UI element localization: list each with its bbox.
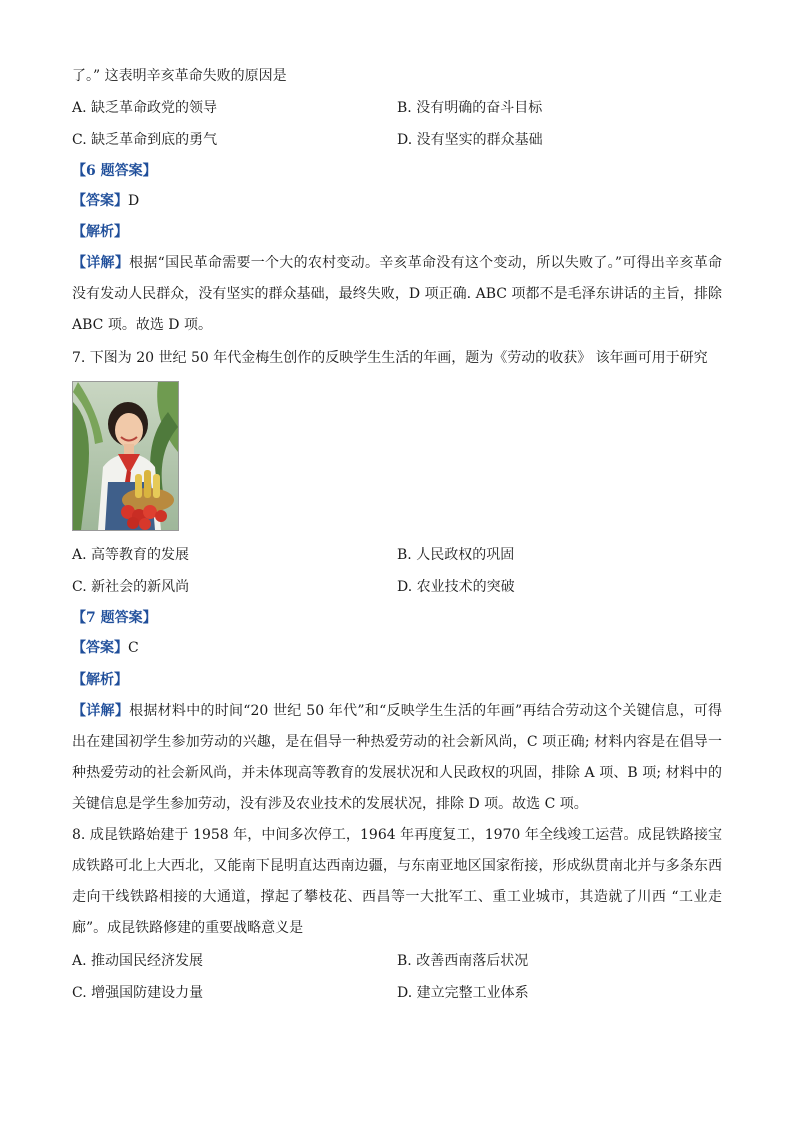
q6-answer-value: D [128, 193, 140, 209]
q8-option-d: D. 建立完整工业体系 [397, 985, 529, 1001]
answer-tag: 【答案】 [72, 193, 128, 209]
detail-tag: 【详解】 [72, 255, 130, 271]
detail-tag: 【详解】 [72, 703, 130, 719]
q6-analysis-tag: 【解析】 [72, 224, 128, 240]
q6-answer-line [72, 191, 139, 211]
q6-option-c: C. 缺乏革命到底的勇气 [72, 132, 218, 148]
q6-option-a: A. 缺乏革命政党的领导 [72, 100, 218, 116]
q6-detail-paragraph [72, 248, 722, 341]
q7-answer-heading: 【7 题答案】 [72, 610, 157, 626]
answer-tag: 【答案】 [72, 640, 128, 656]
q7-option-b: B. 人民政权的巩固 [397, 547, 515, 563]
q8-option-b: B. 改善西南落后状况 [397, 953, 529, 969]
q6-option-b: B. 没有明确的奋斗目标 [397, 100, 543, 116]
painting-harvest-of-labor [72, 381, 179, 531]
q7-detail-text: 根据材料中的时间“20 世纪 50 年代”和“反映学生生活的年画”再结合劳动这个关键信息，可得出在建国初学生参加劳动的兴趣，是在倡导一种热爱劳动的社会新风尚，C 项正确; 材料内容是在倡导一种热爱劳动的社会新风尚，并未体现高等教育的发展状况和人民政权的巩固，排除 A 项、B 项; 材料中的关键信息是学生参加劳动，没有涉及农业技术的发展状况，排除 D 项。故选 C 项。 [72, 703, 723, 812]
q8-option-c: C. 增强国防建设力量 [72, 985, 204, 1001]
q8-stem: 8. 成昆铁路始建于 1958 年，中间多次停工，1964 年再度复工，1970 年全线竣工运营。成昆铁路接宝成铁路可北上大西北，又能南下昆明直达西南边疆，与东南亚地区国家衔接，形成纵贯南北并与多条东西走向干线铁路相接的大通道，撑起了攀枝花、西昌等一大批军工、重工业城市，其造就了川西 “工业走廊”。成昆铁路修建的重要战略意义是 [72, 827, 722, 936]
q7-option-d: D. 农业技术的突破 [397, 579, 515, 595]
q6-answer-heading: 【6 题答案】 [72, 163, 157, 179]
q7-option-c: C. 新社会的新风尚 [72, 579, 190, 595]
q6-detail-text: 根据“国民革命需要一个大的农村变动。辛亥革命没有这个变动，所以失败了。”可得出辛亥革命没有发动人民群众，没有坚实的群众基础，最终失败，D 项正确. ABC 项都不是毛泽东讲话的主旨，排除 ABC 项。故选 D 项。 [72, 255, 723, 333]
q7-analysis-tag: 【解析】 [72, 672, 128, 688]
q6-option-d: D. 没有坚实的群众基础 [397, 132, 543, 148]
q8-option-a: A. 推动国民经济发展 [72, 953, 204, 969]
q7-stem: 7. 下图为 20 世纪 50 年代金梅生创作的反映学生生活的年画，题为《劳动的收获》 该年画可用于研究 [72, 350, 708, 366]
q7-detail-paragraph [72, 696, 722, 820]
q7-option-a: A. 高等教育的发展 [72, 547, 190, 563]
q6-stem-tail: 了。” 这表明辛亥革命失败的原因是 [72, 68, 287, 84]
q7-answer-value: C [128, 640, 139, 656]
q7-answer-line [72, 638, 139, 658]
